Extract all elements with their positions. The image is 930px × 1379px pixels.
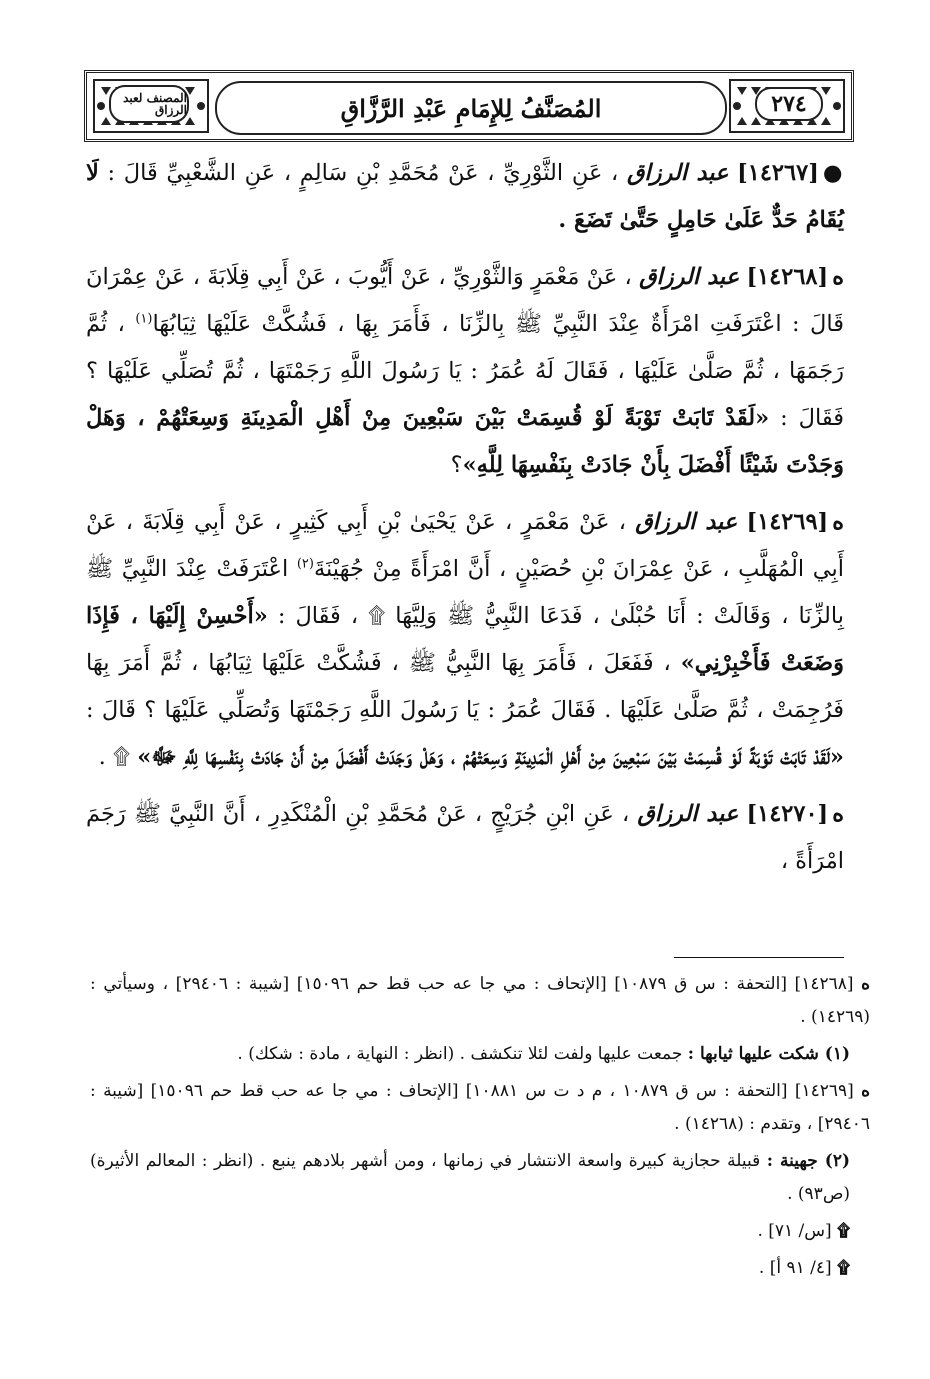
note-text: جمعت عليها ولفت لئلا تنكشف . (انظر : النهاية ، مادة : شكك) . — [237, 1044, 683, 1064]
entry-number: [١٤٢٦٩] — [746, 509, 829, 535]
entry-number: [١٤٢٦٨] — [746, 264, 829, 290]
page-number: ٢٧٤ — [755, 87, 823, 121]
author-name: عبد الرزاق — [639, 264, 740, 290]
entry-marker: ● — [822, 160, 844, 186]
entry-marker: ه — [832, 264, 844, 290]
footnote — [90, 968, 870, 1034]
chain-text: ، عَنْ مَعْمَرٍ ، عَنْ يَحْيَىٰ بْنِ أَبِي كَثِيرٍ ، عَنْ أَبِي قِلَابَةَ ، عَنْ أَبِي الْمُهَلَّبِ ، عَنْ عِمْرَانَ بْنِ حُصَيْنٍ ، أَنَّ امْرَأَةً مِنْ جُهَيْنَةَ — [86, 509, 844, 582]
footnote — [90, 1075, 870, 1141]
end-punct: ؟ — [450, 452, 463, 478]
note-marker: ۩ — [837, 1258, 850, 1278]
hadith-text: لَا يُقَامُ حَدٌّ عَلَىٰ حَامِلٍ حَتَّىٰ تَضَعَ . — [86, 160, 844, 233]
author-name: عبد الرزاق — [635, 509, 738, 535]
footnote — [90, 1215, 870, 1248]
note-label: (٢) جهينة : — [766, 1151, 851, 1171]
chain-text: ، عَنِ ابْنِ جُرَيْجٍ ، عَنْ مُحَمَّدِ بْنِ الْمُنْكَدِرِ ، أَنَّ النَّبِيَّ ﷺ رَجَمَ امْرَأَةً ، — [86, 801, 844, 874]
note-text: [١٤٢٦٨] [التحفة : س ق ١٠٨٧٩] [الإتحاف : مي جا عه حب قط حم ١٥٠٩٦] [شيبة : ٢٩٤٠٦] ، وسيأتي : (١٤٢٦٩) . — [90, 974, 870, 1027]
chain-text: ، ثُمَّ رَجَمَهَا ، ثُمَّ صَلَّىٰ عَلَيْهَا ، فَقَالَ لَهُ عُمَرُ : يَا رَسُولَ اللَّهِ رَجَمْتَهَا ، ثُمَّ تُصَلِّي عَلَيْهَا ؟ فَقَالَ : — [86, 311, 845, 431]
hadith-entry — [86, 499, 844, 781]
entry-marker: ه — [832, 801, 844, 827]
hadith-text: «أَحْسِنْ إِلَيْهَا ، فَإِذَا وَضَعَتْ فَأَخْبِرْنِي» — [86, 603, 844, 676]
entry-number: [١٤٢٧٠] — [746, 801, 829, 827]
hadith-entry — [86, 254, 844, 489]
note-text: قبيلة حجازية كبيرة واسعة الانتشار في زمانها ، ومن أشهر بلادهم ينبع . (انظر : المعالم الأثيرة) (ص٩٣) . — [90, 1151, 850, 1204]
footnote — [90, 1038, 870, 1071]
chain-text: ، عَنْ مَعْمَرٍ وَالثَّوْرِيِّ ، عَنْ أَيُّوبَ ، عَنْ أَبِي قِلَابَةَ ، عَنْ عِمْرَانَ قَالَ : اعْتَرَفَتِ امْرَأَةٌ عِنْدَ النَّبِيِّ ﷺ بِالزِّنَا ، فَأَمَرَ بِهَا ، فَشُكَّتْ عَلَيْهَا ثِيَابُهَا — [86, 264, 844, 337]
footnote-ref: (١) — [135, 311, 153, 327]
author-name: عبد الرزاق — [626, 160, 729, 186]
note-text: [٤/ ٩١ أ] . — [758, 1258, 832, 1278]
page-title: المُصَنَّفُ لِلإِمَامِ عَبْدِ الرَّزَّاقِ — [215, 81, 727, 135]
note-marker: ه — [861, 1081, 871, 1101]
author-name: عبد الرزاق — [637, 801, 739, 827]
main-text — [86, 150, 844, 895]
note-text: [س/ ٧١] . — [757, 1221, 832, 1241]
note-marker: ه — [861, 974, 871, 994]
note-text: [١٤٢٦٩] [التحفة : س ق ١٠٨٧٩ ، م د ت س ١٠٨٨١] [الإتحاف : مي جا عه حب قط حم ١٥٠٩٦] [شيبة : ٢٩٤٠٦] ، وتقدم : (١٤٢٦٨) . — [90, 1081, 870, 1134]
hadith-text: «لَقَدْ تَابَتْ تَوْبَةً لَوْ قُسِمَتْ بَيْنَ سَبْعِينَ مِنْ أَهْلِ الْمَدِينَةِ وَسِعَتْهُمْ ، وَهَلْ وَجَدَتْ أَفْضَلَ مِنْ أَنْ جَادَتْ بِنَفْسِهَا لِلَّهِ ﷻ» — [137, 744, 844, 770]
entry-marker: ه — [832, 509, 844, 535]
footnotes — [90, 964, 870, 1289]
footnote — [90, 1145, 870, 1211]
page-header — [84, 70, 854, 142]
footnote-separator — [674, 957, 844, 958]
note-marker: ۩ — [837, 1221, 850, 1241]
hadith-text: «لَقَدْ تَابَتْ تَوْبَةً لَوْ قُسِمَتْ بَيْنَ سَبْعِينَ مِنْ أَهْلِ الْمَدِينَةِ وَسِعَتْهُمْ ، وَهَلْ وَجَدْتَ شَيْئًا أَفْضَلَ بِأَنْ جَادَتْ بِنَفْسِهَا لِلَّهِ» — [86, 405, 844, 478]
book-seal: المصنف لعبد الرزاق — [109, 85, 189, 123]
footnote — [90, 1252, 870, 1285]
chain-text: ، فَفَعَلَ ، فَأَمَرَ بِهَا النَّبِيُّ ﷺ ، فَشُكَّتْ عَلَيْهَا ثِيَابُهَا ، ثُمَّ أَمَرَ بِهَا فَرُجِمَتْ ، ثُمَّ صَلَّىٰ عَلَيْهَا . فَقَالَ عُمَرُ : يَا رَسُولَ اللَّهِ رَجَمْتَهَا وَتُصَلِّي عَلَيْهَا ؟ قَالَ : — [86, 650, 844, 723]
chain-text: اعْتَرَفَتْ عِنْدَ النَّبِيِّ ﷺ بِالزِّنَا ، وَقَالَتْ : أَنَا حُبْلَىٰ ، فَدَعَا النَّبِيُّ ﷺ وَلِيَّهَا ۩ ، فَقَالَ : — [86, 556, 844, 629]
note-label: (١) شكت عليها ثيابها : — [687, 1044, 850, 1064]
footnote-ref: (٢) — [296, 556, 314, 572]
hadith-entry — [86, 150, 844, 244]
entry-number: [١٤٢٦٧] — [737, 160, 819, 186]
chain-text: ، عَنِ الثَّوْرِيِّ ، عَنْ مُحَمَّدِ بْنِ سَالِمٍ ، عَنِ الشَّعْبِيِّ قَالَ : — [107, 160, 619, 186]
end-punct: ۩ . — [98, 744, 131, 770]
hadith-entry — [86, 791, 844, 885]
